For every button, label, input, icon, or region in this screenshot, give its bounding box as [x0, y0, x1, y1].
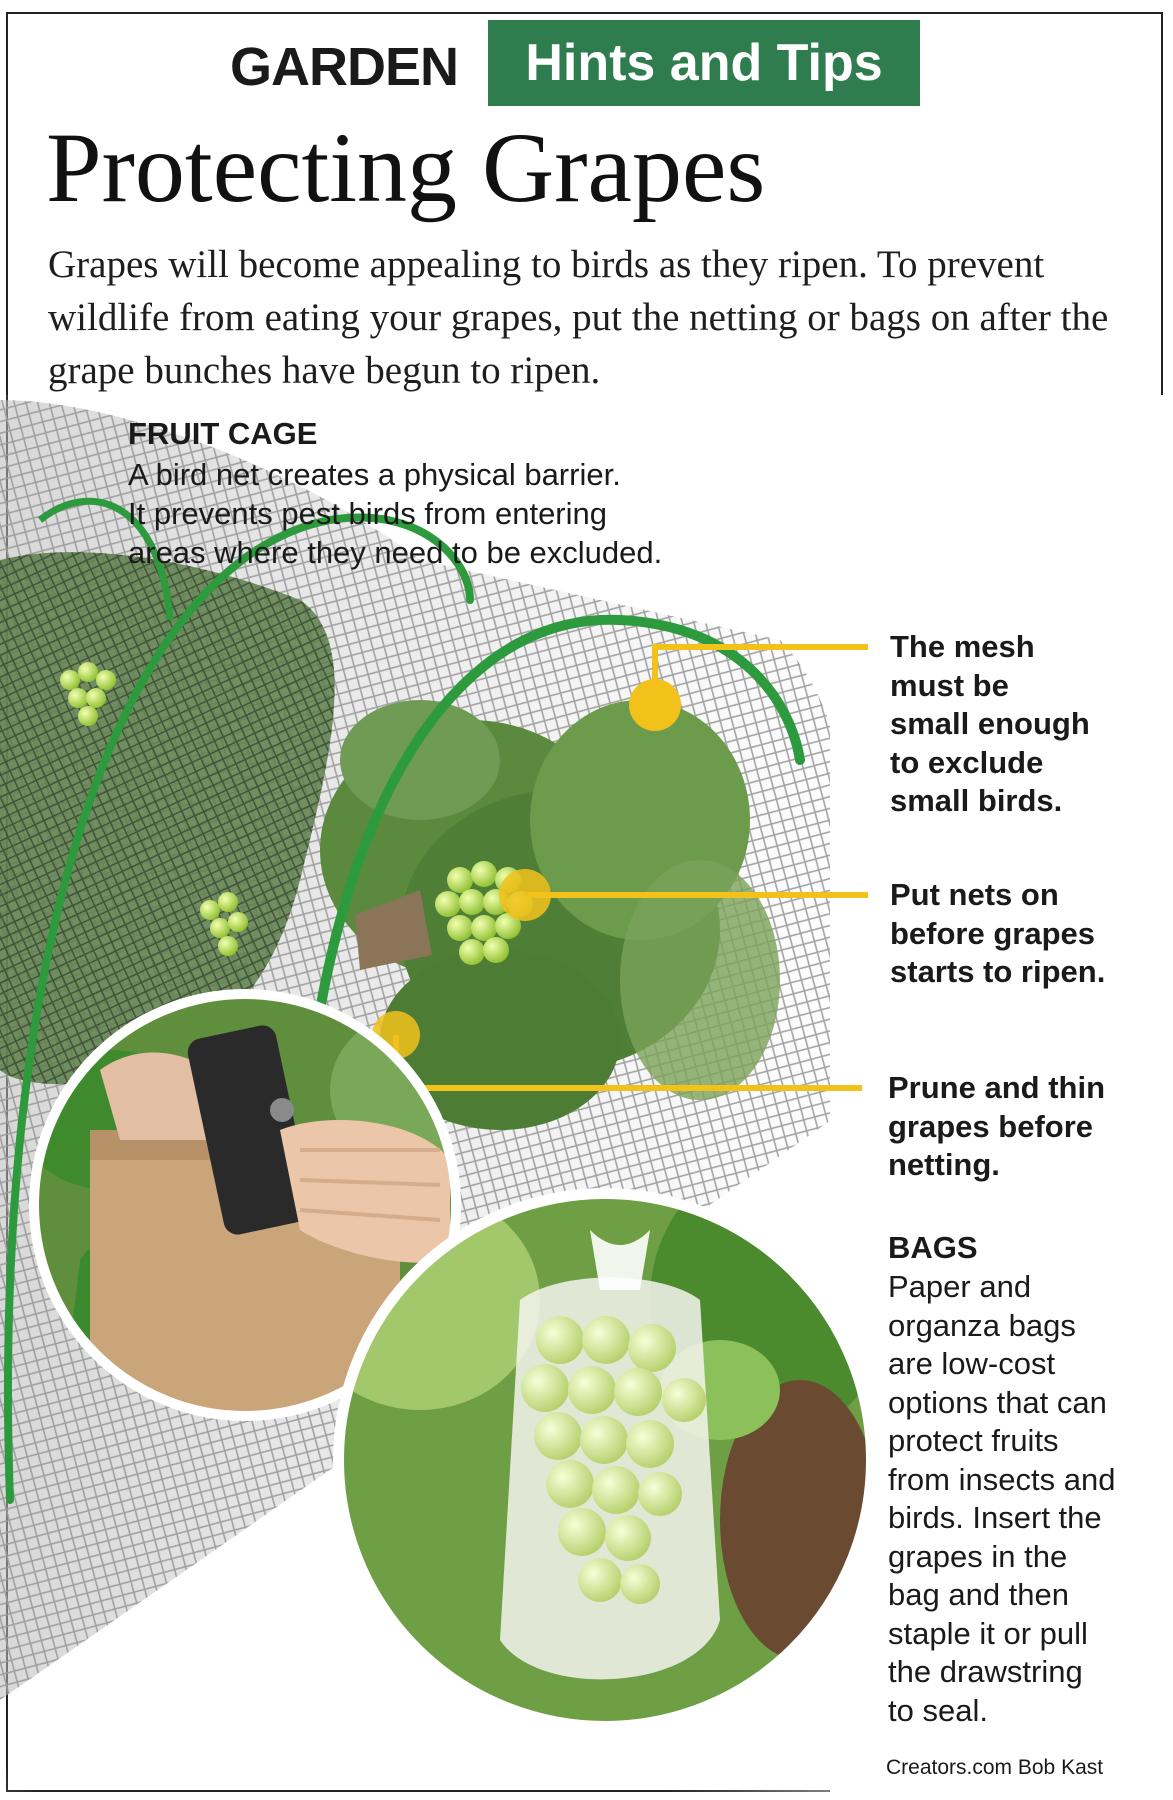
- bags-line: organza bags: [888, 1307, 1076, 1343]
- callout-line: to exclude: [890, 744, 1044, 780]
- fruit-cage-description: [128, 455, 768, 572]
- callout-nets: [890, 876, 1105, 992]
- bags-line: the drawstring: [888, 1654, 1083, 1689]
- bags-line: to seal.: [888, 1692, 988, 1728]
- callout-line: small enough: [890, 706, 1090, 741]
- page-title: Protecting Grapes: [46, 112, 766, 223]
- callout-line: before grapes: [890, 915, 1096, 951]
- fruit-cage-heading: FRUIT CAGE: [128, 416, 318, 451]
- credit-line: Creators.com Bob Kast: [886, 1756, 1104, 1779]
- bags-line: from insects and: [888, 1461, 1116, 1497]
- bags-line: grapes in the: [888, 1538, 1068, 1574]
- callout-mesh: [890, 628, 1090, 821]
- callout-line: starts to ripen.: [890, 954, 1106, 989]
- bags-description: [888, 1268, 1168, 1730]
- header-tips-label: Hints and Tips: [525, 34, 883, 92]
- callout-line: small birds.: [890, 783, 1063, 818]
- fruit-cage-line: A bird net creates a physical barrier.: [128, 457, 621, 492]
- fruit-cage-line: It prevents pest birds from entering: [128, 496, 608, 531]
- bags-line: birds. Insert the: [888, 1500, 1102, 1535]
- fruit-cage-line: areas where they need to be excluded.: [128, 535, 663, 570]
- callout-prune: [888, 1069, 1105, 1185]
- callout-line: Prune and thin: [888, 1070, 1105, 1105]
- bags-line: protect fruits: [888, 1423, 1059, 1458]
- bags-heading: BAGS: [888, 1230, 978, 1265]
- callout-line: grapes before: [888, 1108, 1094, 1144]
- intro-paragraph: Grapes will become appealing to birds as they ripen. To prevent wildlife from eating your grapes, put the netting or bags on after the grape bunches have begun to ripen.: [48, 243, 1109, 392]
- header-garden-label: GARDEN: [230, 37, 459, 97]
- bags-line: are low-cost: [888, 1346, 1056, 1381]
- bags-line: options that can: [888, 1384, 1107, 1420]
- bags-line: Paper and: [888, 1269, 1032, 1304]
- bags-line: bag and then: [888, 1577, 1070, 1612]
- callout-line: must be: [890, 667, 1009, 703]
- callout-line: The mesh: [890, 629, 1035, 664]
- callout-line: netting.: [888, 1147, 1000, 1182]
- header-tips-banner: [488, 20, 920, 106]
- bags-line: staple it or pull: [888, 1615, 1088, 1651]
- callout-line: Put nets on: [890, 877, 1059, 912]
